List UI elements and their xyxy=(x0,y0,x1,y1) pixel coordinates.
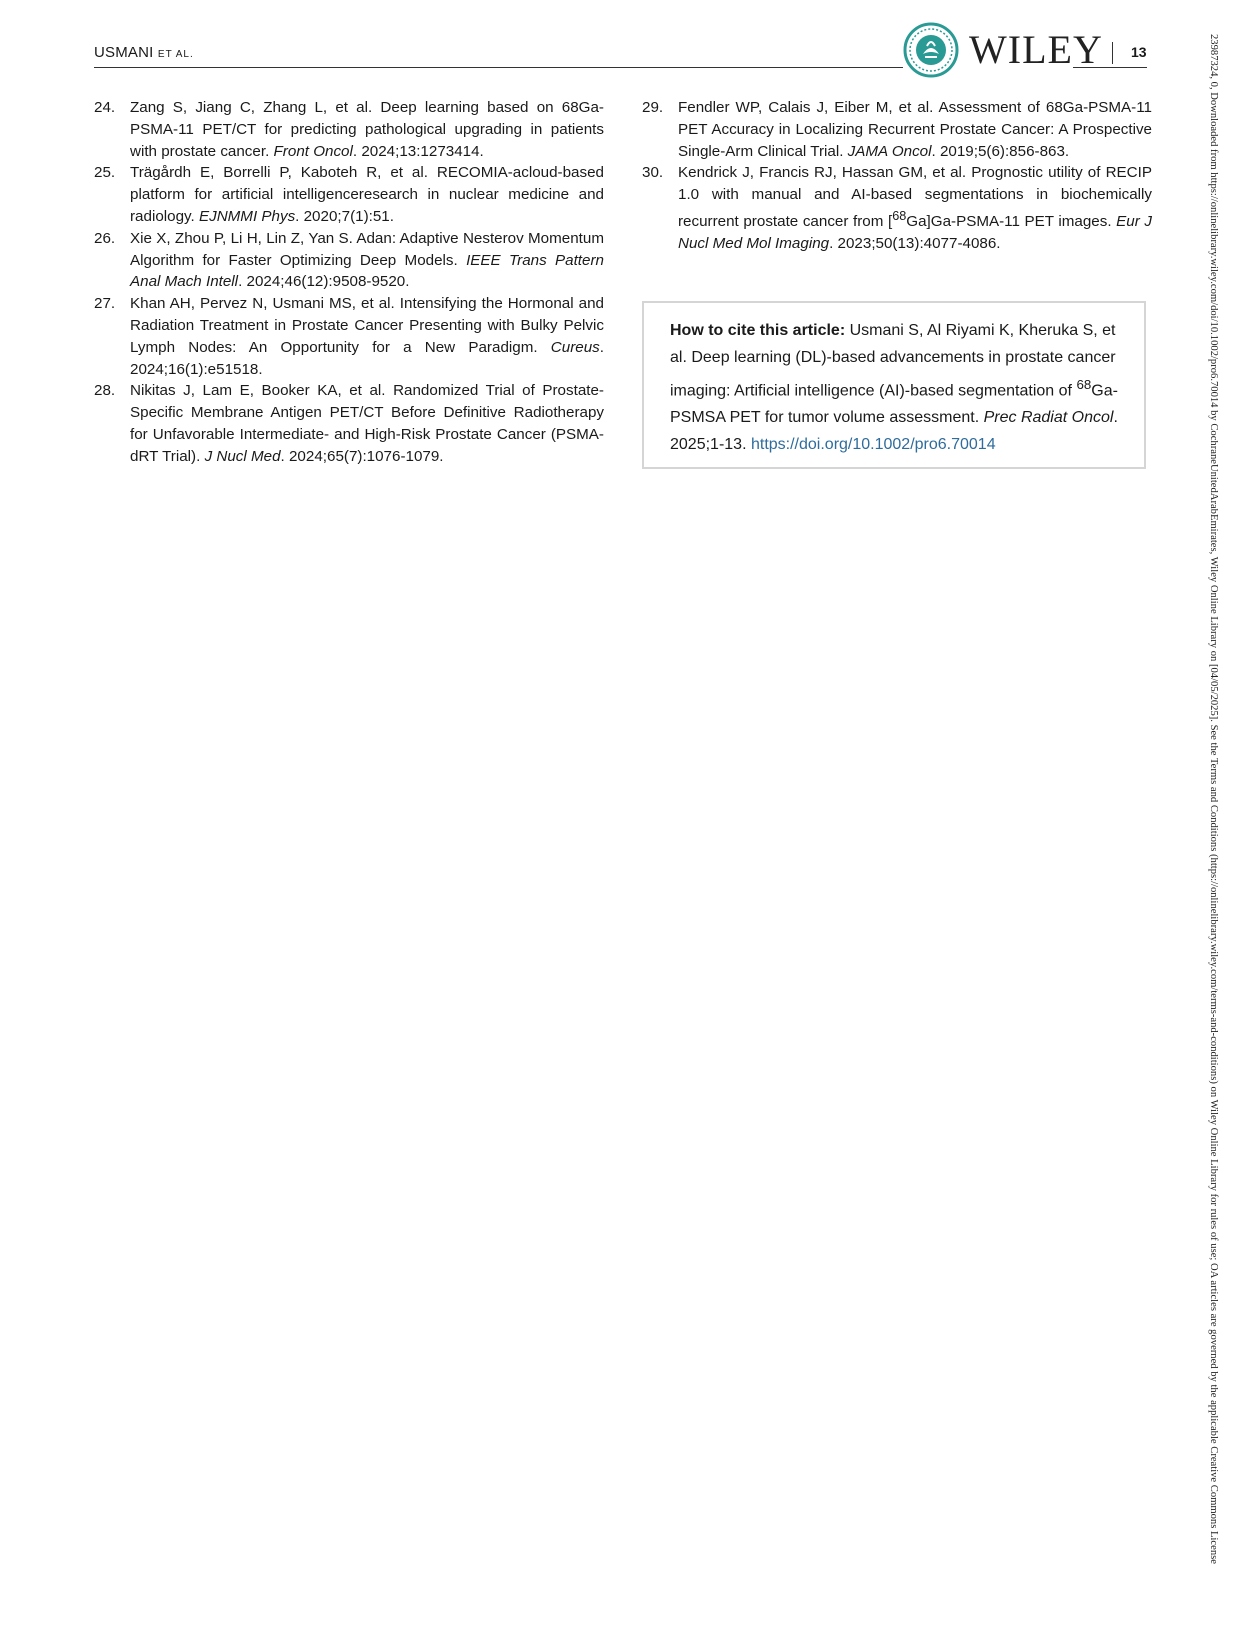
reference-details: . 2024;13:1273414. xyxy=(352,142,484,160)
reference-details: . 2020;7(1):51. xyxy=(295,207,394,225)
reference-text: Fendler WP, Calais J, Eiber M, et al. Assessment of 68Ga-PSMA-11 PET Accuracy in Localizing Recurrent Prostate Cancer: A Prospective Single-Arm Clinical Trial. xyxy=(678,99,1152,160)
reference-number: 29. xyxy=(642,99,664,116)
reference-text: Nikitas J, Lam E, Booker KA, et al. Randomized Trial of Prostate-Specific Membrane Antigen PET/CT Before Definitive Radiotherapy for Unfavorable Intermediate- and High-Risk Prostate Cancer (PSMA-dRT Trial). xyxy=(130,382,604,465)
reference-journal: Front Oncol xyxy=(273,142,353,160)
reference-30 xyxy=(642,162,1152,254)
wiley-seal-icon xyxy=(903,22,959,78)
running-head-etal: ET AL. xyxy=(157,49,194,60)
reference-number: 26. xyxy=(94,229,116,247)
reference-29 xyxy=(642,97,1152,162)
reference-journal: EJNMMI Phys xyxy=(198,207,296,225)
reference-details: . 2019;5(6):856-863. xyxy=(931,142,1070,160)
reference-text: Trägårdh E, Borrelli P, Kaboteh R, et al. RECOMIA-acloud-based platform for artificial intelligenceresearch in nuclear medicine and radiology. xyxy=(130,164,604,225)
reference-26 xyxy=(94,228,604,293)
cite-journal: Prec Radiat Oncol xyxy=(983,409,1114,427)
reference-number: 25. xyxy=(94,164,116,182)
reference-number: 27. xyxy=(94,295,116,313)
reference-superscript: 68 xyxy=(892,208,907,223)
cite-text: Usmani S, Al Riyami K, Kheruka S, et al. Deep learning (DL)-based advancements in prostate cancer imaging: Artificial intelligence (AI)-based segmentation of xyxy=(670,322,1116,400)
cite-details: . 2025;1-13. xyxy=(670,409,1118,454)
cite-doi-link[interactable]: https://doi.org/10.1002/pro6.70014 xyxy=(750,436,996,454)
download-side-note xyxy=(1205,34,1219,1614)
reference-journal: JAMA Oncol xyxy=(847,142,932,160)
reference-details: . 2023;50(13):4077-4086. xyxy=(829,234,1001,252)
side-note-text: 23987324, 0, Downloaded from https://onlinelibrary.wiley.com/doi/10.1002/pro6.70014 by CochraneUnitedArabEmirates, Wiley Online Library on [04/05/2025]. See the Terms and Conditions (https://onlinelibrary.wiley.com/terms-and-conditions) on Wiley Online Library for rules of use; OA articles are governed by the applicable Creative Commons License xyxy=(1208,34,1219,1564)
reference-text: Khan AH, Pervez N, Usmani MS, et al. Intensifying the Hormonal and Radiation Treatment in Prostate Cancer Presenting with Bulky Pelvic Lymph Nodes: An Opportunity for a New Paradigm. xyxy=(130,295,604,356)
reference-number: 24. xyxy=(94,99,116,116)
reference-journal: Cureus xyxy=(550,338,600,356)
reference-25 xyxy=(94,162,604,227)
reference-journal: J Nucl Med xyxy=(204,447,281,465)
reference-28 xyxy=(94,380,604,467)
running-head xyxy=(94,44,194,61)
reference-journal: IEEE Trans Pattern Anal Mach Intell xyxy=(130,251,604,291)
references-right-column xyxy=(642,97,1152,255)
reference-24 xyxy=(94,97,604,162)
publisher-logo xyxy=(903,18,1103,78)
page-number: 13 xyxy=(1131,44,1147,60)
running-head-author: USMANI xyxy=(94,44,154,61)
reference-text: Xie X, Zhou P, Li H, Lin Z, Yan S. Adan: Adaptive Nesterov Momentum Algorithm for Faster Optimizing Deep Models. xyxy=(130,229,604,269)
reference-details: . 2024;65(7):1076-1079. xyxy=(280,447,444,465)
reference-text: Kendrick J, Francis RJ, Hassan GM, et al. Prognostic utility of RECIP 1.0 with manual and AI-based segmentations in biochemically recurrent prostate cancer from [ xyxy=(678,164,1152,231)
reference-details: . 2024;46(12):9508-9520. xyxy=(238,273,410,291)
reference-text: Zang S, Jiang C, Zhang L, et al. Deep learning based on 68Ga-PSMA-11 PET/CT for predicting pathological upgrading in patients with prostate cancer. xyxy=(130,99,604,160)
references-left-column xyxy=(94,97,604,468)
reference-number: 30. xyxy=(642,164,664,182)
publisher-wordmark: WILEY xyxy=(969,27,1103,72)
reference-journal: Eur J Nucl Med Mol Imaging xyxy=(678,213,1152,252)
cite-superscript: 68 xyxy=(1076,377,1092,392)
reference-number: 28. xyxy=(94,382,116,400)
page-number-divider xyxy=(1112,42,1113,64)
reference-details: . 2024;16(1):e51518. xyxy=(130,338,604,378)
how-to-cite-box xyxy=(642,301,1146,469)
cite-text-continued: Ga-PSMSA PET for tumor volume assessment. xyxy=(670,382,1118,427)
reference-text-continued: Ga]Ga-PSMA-11 PET images. xyxy=(906,213,1112,231)
cite-label: How to cite this article: xyxy=(670,322,846,339)
reference-27 xyxy=(94,293,604,380)
